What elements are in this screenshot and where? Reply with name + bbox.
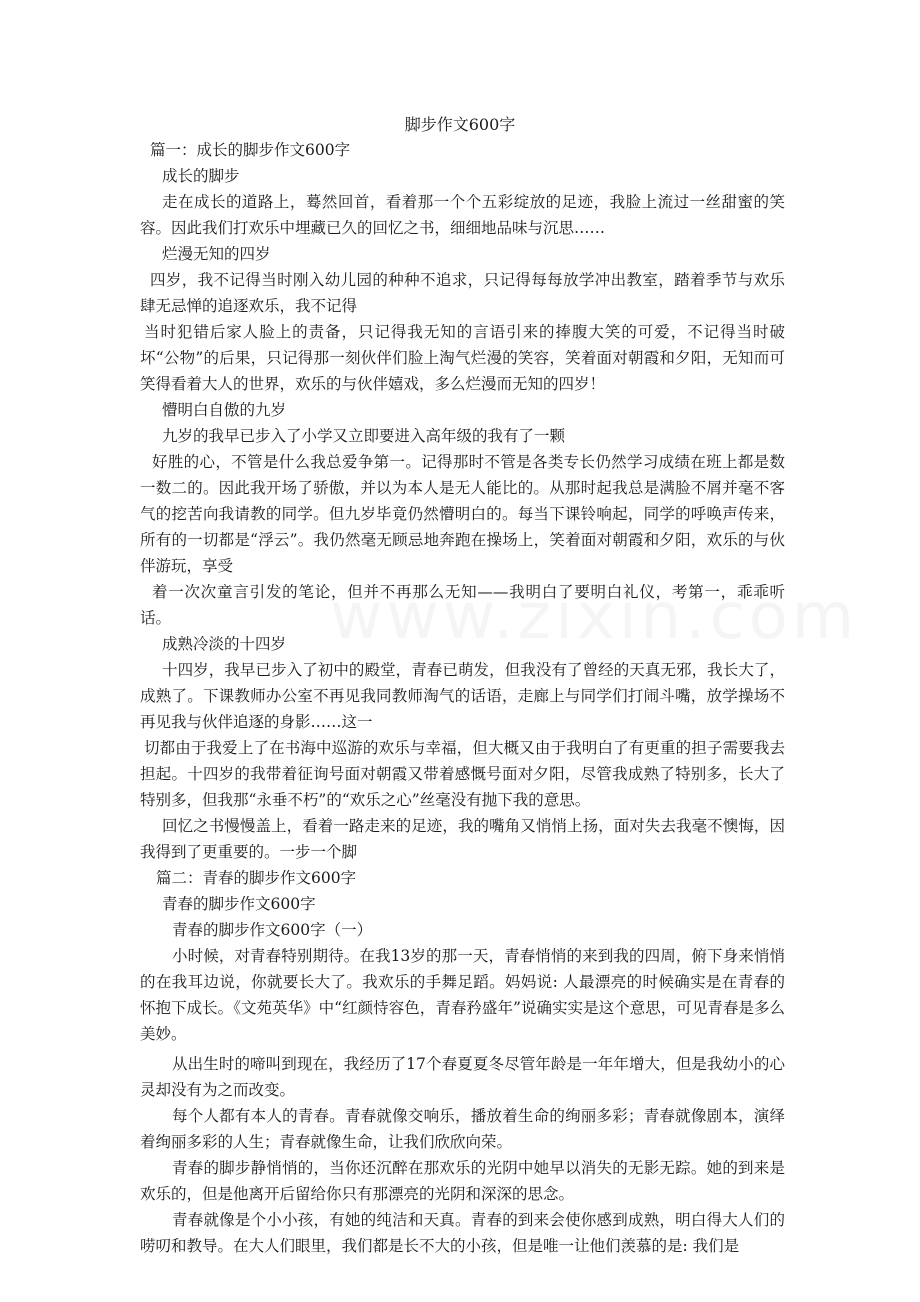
paragraph: 青春的脚步静悄悄的，当你还沉醉在那欢乐的光阴中她早以消失的无影无踪。她的到来是欢乐的，但是他离开后留给你只有那漂亮的光阴和深深的思念。 [140,1159,785,1203]
paragraph: 四岁，我不记得当时刚入幼儿园的种种不追求，只记得每每放学冲出教室，踏着季节与欢乐肆无忌惮的追逐欢乐，我不记得 [140,271,785,315]
paragraph: 每个人都有本人的青春。青春就像交响乐，播放着生命的绚丽多彩；青春就像剧本，演绎着绚丽多彩的人生；青春就像生命，让我们欣欣向荣。 [140,1107,785,1151]
section-heading-1: 篇一：成长的脚步作文600字 [150,141,351,159]
paragraph: 着一次次童言引发的笔论，但并不再那么无知——我明白了要明白礼仪，考第一，乖乖听话。 [140,583,785,627]
document-body [140,137,785,1259]
subtitle: 青春的脚步作文600字（一） [172,921,373,939]
paragraph: 走在成长的道路上，蓦然回首，看着那一个个五彩绽放的足迹，我脸上流过一丝甜蜜的笑容。因此我们打欢乐中埋藏已久的回忆之书，细细地品味与沉思…… [140,193,785,237]
paragraph: 小时候，对青春特别期待。在我13岁的那一天，青春悄悄的来到我的四周，俯下身来悄悄的在我耳边说，你就要长大了。我欢乐的手舞足蹈。妈妈说: 人最漂亮的时候确实是在青春的怀抱下成长。《文苑英华》中“红颜恃容色，青春矜盛年”说确实实是这个意思，可见青春是多么美妙。 [140,947,785,1043]
paragraph: 十四岁，我早已步入了初中的殿堂，青春已萌发，但我没有了曾经的天真无邪，我长大了，成熟了。下课教师办公室不再见我同教师淘气的话语，走廊上与同学们打闹斗嘴，放学操场不再见我与伙伴追逐的身影……这一 [140,661,785,731]
paragraph: 当时犯错后家人脸上的责备，只记得我无知的言语引来的捧腹大笑的可爱，不记得当时破坏“公物”的后果，只记得那一刻伙伴们脸上淘气烂漫的笑容，笑着面对朝霞和夕阳，无知而可笑得看着大人的世界，欢乐的与伙伴嬉戏，多么烂漫而无知的四岁！ [140,323,785,393]
subtitle: 成长的脚步 [162,167,240,185]
paragraph: 青春就像是个小小孩，有她的纯洁和天真。青春的到来会使你感到成熟，明白得大人们的唠叨和教导。在大人们眼里，我们都是长不大的小孩，但是唯一让他们羡慕的是: 我们是 [140,1211,785,1255]
paragraph: 从出生时的啼叫到现在，我经历了17个春夏夏冬尽管年龄是一年年增大，但是我幼小的心灵却没有为之而改变。 [140,1055,785,1099]
document-title: 脚步作文600字 [404,115,516,134]
paragraph: 九岁的我早已步入了小学又立即要进入高年级的我有了一颗 [162,427,566,445]
subheading: 烂漫无知的四岁 [162,245,271,263]
subheading: 懵明白自傲的九岁 [162,401,287,419]
section-heading-2: 篇二：青春的脚步作文600字 [156,869,357,887]
paragraph: 好胜的心，不管是什么我总爱争第一。记得那时不管是各类专长仍然学习成绩在班上都是数一数二的。因此我开场了骄傲，并以为本人是无人能比的。从那时起我总是满脸不屑并毫不客气的挖苦向我请教的同学。但九岁毕竟仍然懵明白的。每当下课铃响起，同学的呼唤声传来，所有的一切都是“浮云”。我仍然毫无顾忌地奔跑在操场上，笑着面对朝霞和夕阳，欢乐的与伙伴游玩，享受 [140,453,785,575]
paragraph: 回忆之书慢慢盖上，看着一路走来的足迹，我的嘴角又悄悄上扬，面对失去我毫不懊悔，因我得到了更重要的。一步一个脚 [140,817,785,861]
paragraph: 切都由于我爱上了在书海中巡游的欢乐与幸福，但大概又由于我明白了有更重的担子需要我去担起。十四岁的我带着征询号面对朝霞又带着感慨号面对夕阳，尽管我成熟了特别多，长大了特别多，但我那“永垂不朽”的“欢乐之心”丝毫没有抛下我的意思。 [140,739,785,809]
subheading: 成熟冷淡的十四岁 [162,635,287,653]
subtitle: 青春的脚步作文600字 [162,895,316,913]
